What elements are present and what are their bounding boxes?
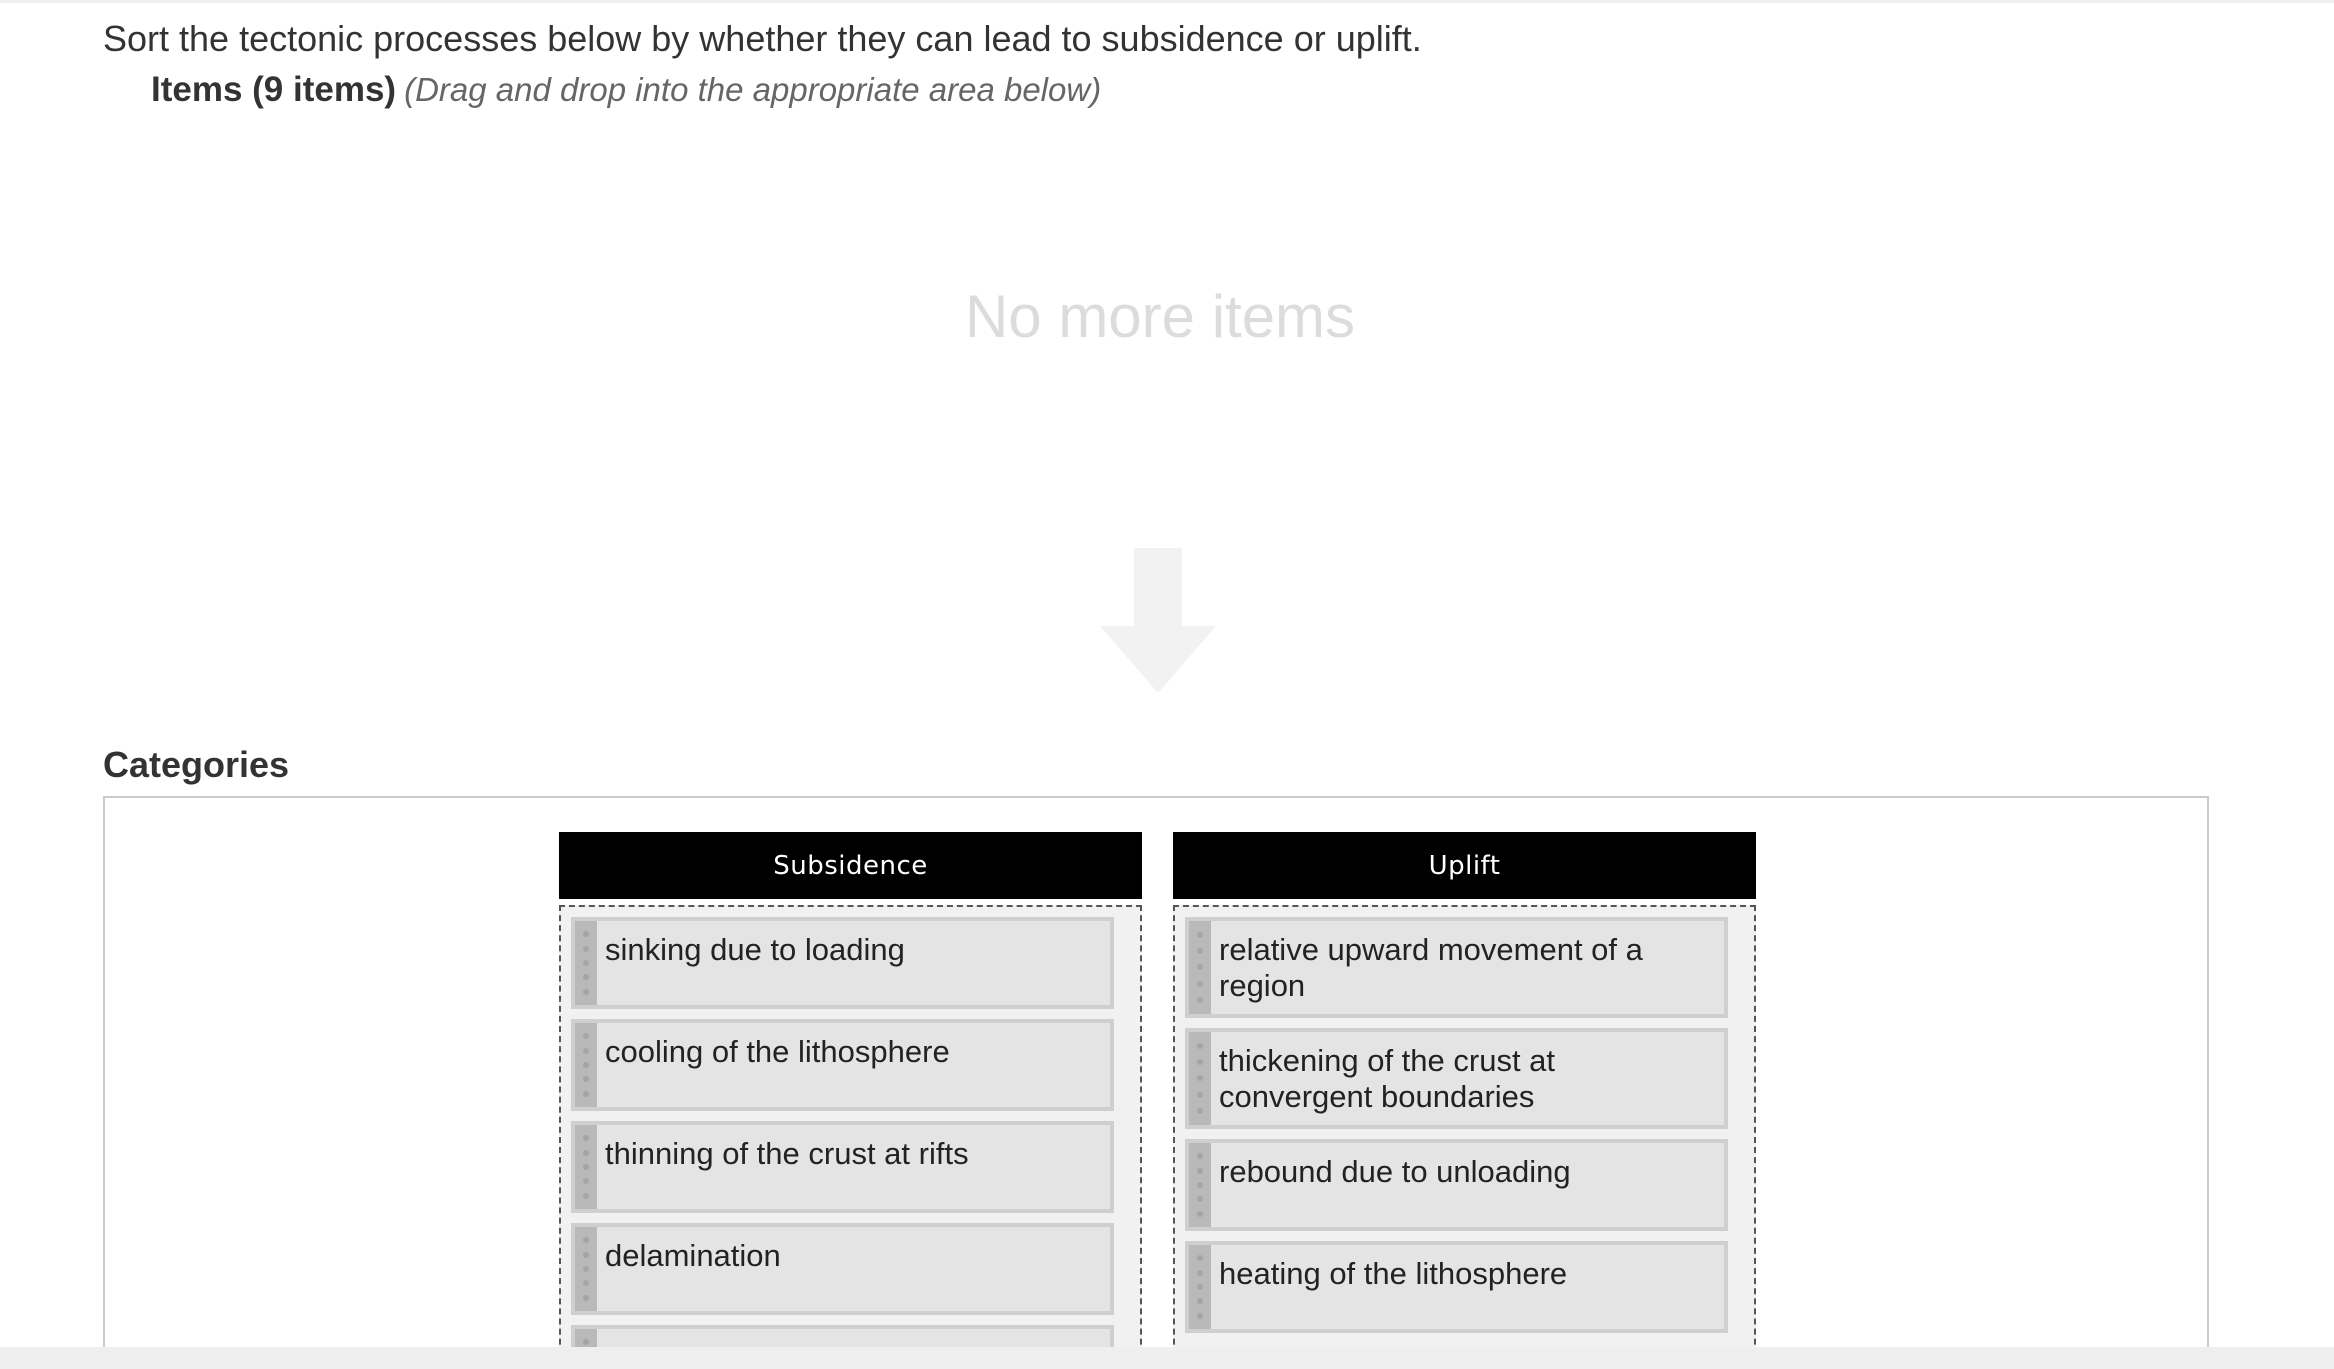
- category-subsidence: [559, 832, 1142, 1369]
- drag-handle-icon[interactable]: [575, 1125, 597, 1209]
- top-divider: [0, 0, 2334, 3]
- arrow-down-icon: [1100, 548, 1216, 693]
- categories-title: Categories: [103, 744, 290, 785]
- drag-handle-icon[interactable]: [1189, 1245, 1211, 1329]
- drop-zone-subsidence[interactable]: [559, 905, 1142, 1369]
- items-heading: [151, 70, 1101, 110]
- drag-handle-icon[interactable]: [1189, 1143, 1211, 1227]
- category-uplift: [1173, 832, 1756, 1369]
- drag-handle-icon[interactable]: [1189, 921, 1211, 1014]
- drag-handle-icon[interactable]: [1189, 1032, 1211, 1125]
- item-label: thickening of the crust at convergent boundaries: [1219, 1043, 1556, 1114]
- draggable-item[interactable]: [1185, 1241, 1728, 1333]
- item-label: delamination: [605, 1238, 781, 1273]
- draggable-item[interactable]: [571, 1019, 1114, 1111]
- draggable-item[interactable]: [1185, 1028, 1728, 1129]
- category-header-uplift: Uplift: [1173, 832, 1756, 899]
- category-header-subsidence: Subsidence: [559, 832, 1142, 899]
- drag-hint: (Drag and drop into the appropriate area below): [404, 71, 1102, 108]
- draggable-item[interactable]: [571, 1121, 1114, 1213]
- drag-handle-icon[interactable]: [575, 1023, 597, 1107]
- question-prompt: Sort the tectonic processes below by whether they can lead to subsidence or uplift.: [103, 18, 1422, 59]
- drag-handle-icon[interactable]: [575, 921, 597, 1005]
- categories-container: [103, 796, 2209, 1369]
- item-label: relative upward movement of a region: [1219, 932, 1643, 1003]
- item-label: thinning of the crust at rifts: [605, 1136, 969, 1171]
- bottom-divider: [0, 1347, 2334, 1369]
- item-label: cooling of the lithosphere: [605, 1034, 950, 1069]
- draggable-item[interactable]: [571, 1223, 1114, 1315]
- items-count-label: Items (9 items): [151, 70, 397, 109]
- item-label: sinking due to loading: [605, 932, 905, 967]
- drop-zone-uplift[interactable]: [1173, 905, 1756, 1369]
- draggable-item[interactable]: [1185, 917, 1728, 1018]
- item-label: heating of the lithosphere: [1219, 1256, 1568, 1291]
- no-more-items-message: No more items: [964, 283, 1356, 350]
- draggable-item[interactable]: [1185, 1139, 1728, 1231]
- item-label: rebound due to unloading: [1219, 1154, 1571, 1189]
- drag-handle-icon[interactable]: [575, 1227, 597, 1311]
- draggable-item[interactable]: [571, 917, 1114, 1009]
